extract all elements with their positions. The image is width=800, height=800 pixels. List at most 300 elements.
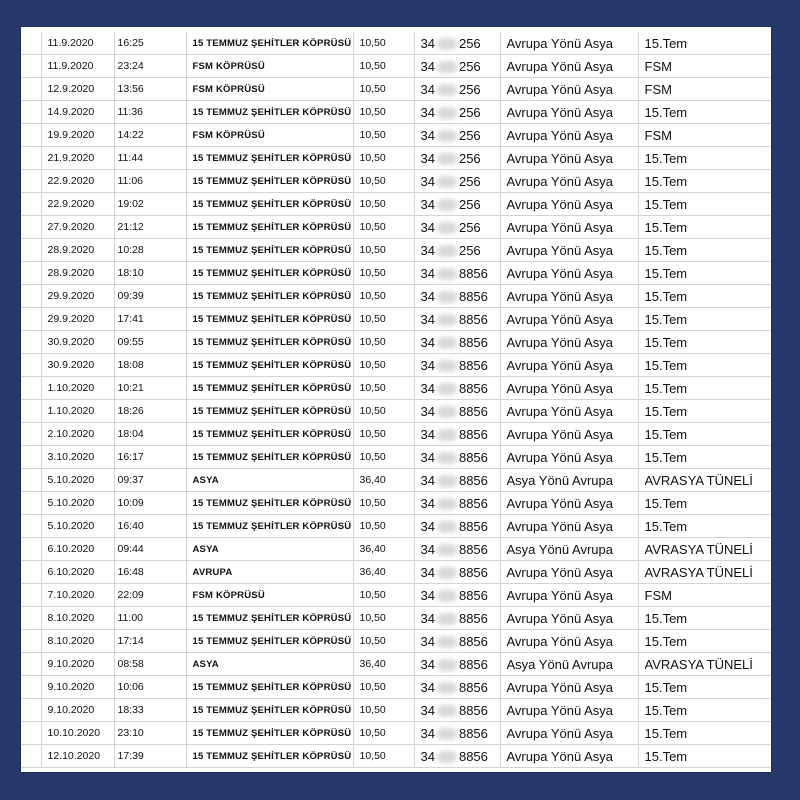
fee-cell: 10,50 bbox=[353, 147, 414, 170]
plate-suffix: 8856 bbox=[458, 311, 488, 327]
fee-cell: 36,40 bbox=[353, 653, 414, 676]
passage-point-cell: FSM bbox=[638, 124, 771, 147]
plate-cell bbox=[414, 423, 500, 446]
fee-cell: 10,50 bbox=[353, 354, 414, 377]
plate-cell bbox=[414, 561, 500, 584]
fee-cell: 10,50 bbox=[353, 699, 414, 722]
direction-cell: Avrupa Yönü Asya bbox=[500, 745, 638, 768]
redacted-plate-blur bbox=[437, 590, 457, 602]
plate-prefix: 34 bbox=[420, 449, 435, 465]
table-row bbox=[21, 630, 771, 653]
table-row bbox=[21, 216, 771, 239]
fee-cell: 10,50 bbox=[353, 400, 414, 423]
table-row bbox=[21, 124, 771, 147]
direction-cell: Asya Yönü Avrupa bbox=[500, 538, 638, 561]
location-cell: FSM KÖPRÜSÜ bbox=[186, 124, 353, 147]
table-row bbox=[21, 78, 771, 101]
plate-cell bbox=[414, 216, 500, 239]
plate-suffix: 8856 bbox=[458, 748, 488, 764]
plate-cell bbox=[414, 239, 500, 262]
direction-cell: Avrupa Yönü Asya bbox=[500, 308, 638, 331]
fee-cell: 10,50 bbox=[353, 285, 414, 308]
row-edge-cell bbox=[21, 538, 41, 561]
time-cell: 16:25 bbox=[114, 32, 186, 55]
row-edge-cell bbox=[21, 101, 41, 124]
row-edge-cell bbox=[21, 262, 41, 285]
date-cell: 22.9.2020 bbox=[41, 170, 114, 193]
redacted-plate-blur bbox=[437, 291, 457, 303]
location-cell: 15 TEMMUZ ŞEHİTLER KÖPRÜSÜ bbox=[186, 285, 353, 308]
direction-cell: Asya Yönü Avrupa bbox=[500, 653, 638, 676]
date-cell: 21.9.2020 bbox=[41, 147, 114, 170]
direction-cell: Avrupa Yönü Asya bbox=[500, 262, 638, 285]
location-cell: ASYA bbox=[186, 653, 353, 676]
plate-suffix: 8856 bbox=[458, 449, 488, 465]
date-cell: 12.10.2020 bbox=[41, 745, 114, 768]
redacted-plate-blur bbox=[437, 682, 457, 694]
plate-cell bbox=[414, 124, 500, 147]
passage-point-cell: AVRASYA TÜNELİ bbox=[638, 561, 771, 584]
location-cell: 15 TEMMUZ ŞEHİTLER KÖPRÜSÜ bbox=[186, 239, 353, 262]
fee-cell: 10,50 bbox=[353, 216, 414, 239]
date-cell: 29.9.2020 bbox=[41, 285, 114, 308]
date-cell: 9.10.2020 bbox=[41, 699, 114, 722]
passage-point-cell: AVRASYA TÜNELİ bbox=[638, 469, 771, 492]
fee-cell: 10,50 bbox=[353, 308, 414, 331]
table-row bbox=[21, 469, 771, 492]
plate-prefix: 34 bbox=[420, 219, 435, 235]
location-cell: 15 TEMMUZ ŞEHİTLER KÖPRÜSÜ bbox=[186, 676, 353, 699]
plate-cell bbox=[414, 101, 500, 124]
date-cell: 19.9.2020 bbox=[41, 124, 114, 147]
plate-prefix: 34 bbox=[420, 58, 435, 74]
row-edge-cell bbox=[21, 699, 41, 722]
fee-cell: 10,50 bbox=[353, 78, 414, 101]
redacted-plate-blur bbox=[437, 337, 457, 349]
table-row bbox=[21, 584, 771, 607]
date-cell: 5.10.2020 bbox=[41, 515, 114, 538]
plate-suffix: 8856 bbox=[458, 564, 488, 580]
time-cell: 09:39 bbox=[114, 285, 186, 308]
row-edge-cell bbox=[21, 400, 41, 423]
plate-cell bbox=[414, 377, 500, 400]
plate-prefix: 34 bbox=[420, 495, 435, 511]
table-row bbox=[21, 400, 771, 423]
plate-prefix: 34 bbox=[420, 587, 435, 603]
redacted-plate-blur bbox=[437, 751, 457, 763]
time-cell: 10:09 bbox=[114, 492, 186, 515]
document-frame bbox=[21, 27, 771, 772]
plate-suffix: 8856 bbox=[458, 725, 488, 741]
row-edge-cell bbox=[21, 676, 41, 699]
plate-suffix: 256 bbox=[458, 219, 481, 235]
plate-prefix: 34 bbox=[420, 725, 435, 741]
location-cell: 15 TEMMUZ ŞEHİTLER KÖPRÜSÜ bbox=[186, 492, 353, 515]
fee-cell: 10,50 bbox=[353, 492, 414, 515]
plate-prefix: 34 bbox=[420, 426, 435, 442]
location-cell: FSM KÖPRÜSÜ bbox=[186, 55, 353, 78]
row-edge-cell bbox=[21, 446, 41, 469]
plate-prefix: 34 bbox=[420, 357, 435, 373]
plate-suffix: 8856 bbox=[458, 357, 488, 373]
redacted-plate-blur bbox=[437, 84, 457, 96]
plate-cell bbox=[414, 722, 500, 745]
table-row bbox=[21, 308, 771, 331]
direction-cell: Avrupa Yönü Asya bbox=[500, 630, 638, 653]
date-cell: 1.10.2020 bbox=[41, 377, 114, 400]
redacted-plate-blur bbox=[437, 613, 457, 625]
fee-cell: 10,50 bbox=[353, 630, 414, 653]
direction-cell: Avrupa Yönü Asya bbox=[500, 78, 638, 101]
location-cell: 15 TEMMUZ ŞEHİTLER KÖPRÜSÜ bbox=[186, 607, 353, 630]
row-edge-cell bbox=[21, 216, 41, 239]
location-cell: 15 TEMMUZ ŞEHİTLER KÖPRÜSÜ bbox=[186, 745, 353, 768]
passage-point-cell: 15.Tem bbox=[638, 423, 771, 446]
passage-point-cell: 15.Tem bbox=[638, 400, 771, 423]
location-cell: 15 TEMMUZ ŞEHİTLER KÖPRÜSÜ bbox=[186, 630, 353, 653]
plate-suffix: 8856 bbox=[458, 334, 488, 350]
table-row bbox=[21, 239, 771, 262]
plate-prefix: 34 bbox=[420, 150, 435, 166]
direction-cell: Avrupa Yönü Asya bbox=[500, 239, 638, 262]
date-cell: 12.9.2020 bbox=[41, 78, 114, 101]
time-cell: 18:08 bbox=[114, 354, 186, 377]
plate-cell bbox=[414, 400, 500, 423]
row-edge-cell bbox=[21, 32, 41, 55]
table-row bbox=[21, 699, 771, 722]
fee-cell: 10,50 bbox=[353, 193, 414, 216]
table-row bbox=[21, 745, 771, 768]
time-cell: 21:12 bbox=[114, 216, 186, 239]
date-cell: 2.10.2020 bbox=[41, 423, 114, 446]
fee-cell: 36,40 bbox=[353, 538, 414, 561]
plate-suffix: 256 bbox=[458, 58, 481, 74]
plate-suffix: 8856 bbox=[458, 610, 488, 626]
plate-prefix: 34 bbox=[420, 748, 435, 764]
plate-prefix: 34 bbox=[420, 610, 435, 626]
plate-suffix: 8856 bbox=[458, 679, 488, 695]
plate-cell bbox=[414, 469, 500, 492]
direction-cell: Avrupa Yönü Asya bbox=[500, 676, 638, 699]
redacted-plate-blur bbox=[437, 245, 457, 257]
fee-cell: 10,50 bbox=[353, 262, 414, 285]
redacted-plate-blur bbox=[437, 636, 457, 648]
passage-point-cell: 15.Tem bbox=[638, 676, 771, 699]
plate-cell bbox=[414, 262, 500, 285]
plate-cell bbox=[414, 308, 500, 331]
redacted-plate-blur bbox=[437, 544, 457, 556]
time-cell: 11:36 bbox=[114, 101, 186, 124]
date-cell: 7.10.2020 bbox=[41, 584, 114, 607]
time-cell: 10:06 bbox=[114, 676, 186, 699]
location-cell: 15 TEMMUZ ŞEHİTLER KÖPRÜSÜ bbox=[186, 193, 353, 216]
date-cell: 28.9.2020 bbox=[41, 262, 114, 285]
time-cell: 13:56 bbox=[114, 78, 186, 101]
table-row bbox=[21, 492, 771, 515]
plate-suffix: 256 bbox=[458, 150, 481, 166]
fee-cell: 10,50 bbox=[353, 239, 414, 262]
passage-point-cell: FSM bbox=[638, 78, 771, 101]
passage-point-cell: 15.Tem bbox=[638, 446, 771, 469]
fee-cell: 10,50 bbox=[353, 584, 414, 607]
toll-passage-table bbox=[21, 32, 771, 768]
table-row bbox=[21, 446, 771, 469]
row-edge-cell bbox=[21, 78, 41, 101]
plate-suffix: 256 bbox=[458, 173, 481, 189]
passage-point-cell: AVRASYA TÜNELİ bbox=[638, 538, 771, 561]
redacted-plate-blur bbox=[437, 728, 457, 740]
plate-cell bbox=[414, 354, 500, 377]
plate-cell bbox=[414, 446, 500, 469]
redacted-plate-blur bbox=[437, 61, 457, 73]
plate-prefix: 34 bbox=[420, 311, 435, 327]
time-cell: 18:33 bbox=[114, 699, 186, 722]
date-cell: 28.9.2020 bbox=[41, 239, 114, 262]
passage-point-cell: 15.Tem bbox=[638, 722, 771, 745]
location-cell: 15 TEMMUZ ŞEHİTLER KÖPRÜSÜ bbox=[186, 400, 353, 423]
plate-prefix: 34 bbox=[420, 104, 435, 120]
time-cell: 11:00 bbox=[114, 607, 186, 630]
row-edge-cell bbox=[21, 515, 41, 538]
date-cell: 8.10.2020 bbox=[41, 607, 114, 630]
location-cell: FSM KÖPRÜSÜ bbox=[186, 78, 353, 101]
passage-point-cell: 15.Tem bbox=[638, 699, 771, 722]
plate-cell bbox=[414, 55, 500, 78]
fee-cell: 10,50 bbox=[353, 745, 414, 768]
direction-cell: Avrupa Yönü Asya bbox=[500, 423, 638, 446]
plate-suffix: 8856 bbox=[458, 288, 488, 304]
direction-cell: Avrupa Yönü Asya bbox=[500, 124, 638, 147]
table-row bbox=[21, 515, 771, 538]
plate-suffix: 256 bbox=[458, 104, 481, 120]
fee-cell: 10,50 bbox=[353, 55, 414, 78]
time-cell: 10:21 bbox=[114, 377, 186, 400]
redacted-plate-blur bbox=[437, 222, 457, 234]
direction-cell: Avrupa Yönü Asya bbox=[500, 55, 638, 78]
direction-cell: Avrupa Yönü Asya bbox=[500, 400, 638, 423]
direction-cell: Avrupa Yönü Asya bbox=[500, 331, 638, 354]
plate-suffix: 256 bbox=[458, 81, 481, 97]
fee-cell: 10,50 bbox=[353, 101, 414, 124]
table-row bbox=[21, 377, 771, 400]
plate-prefix: 34 bbox=[420, 656, 435, 672]
table-row bbox=[21, 538, 771, 561]
plate-prefix: 34 bbox=[420, 541, 435, 557]
time-cell: 19:02 bbox=[114, 193, 186, 216]
date-cell: 30.9.2020 bbox=[41, 354, 114, 377]
time-cell: 18:04 bbox=[114, 423, 186, 446]
location-cell: 15 TEMMUZ ŞEHİTLER KÖPRÜSÜ bbox=[186, 216, 353, 239]
plate-cell bbox=[414, 699, 500, 722]
direction-cell: Avrupa Yönü Asya bbox=[500, 216, 638, 239]
row-edge-cell bbox=[21, 285, 41, 308]
plate-suffix: 8856 bbox=[458, 403, 488, 419]
location-cell: 15 TEMMUZ ŞEHİTLER KÖPRÜSÜ bbox=[186, 170, 353, 193]
redacted-plate-blur bbox=[437, 567, 457, 579]
passage-point-cell: 15.Tem bbox=[638, 262, 771, 285]
time-cell: 09:55 bbox=[114, 331, 186, 354]
date-cell: 5.10.2020 bbox=[41, 492, 114, 515]
direction-cell: Avrupa Yönü Asya bbox=[500, 193, 638, 216]
plate-prefix: 34 bbox=[420, 173, 435, 189]
redacted-plate-blur bbox=[437, 406, 457, 418]
table-row bbox=[21, 170, 771, 193]
passage-point-cell: 15.Tem bbox=[638, 285, 771, 308]
table-row bbox=[21, 32, 771, 55]
table-row bbox=[21, 561, 771, 584]
time-cell: 23:10 bbox=[114, 722, 186, 745]
redacted-plate-blur bbox=[437, 521, 457, 533]
row-edge-cell bbox=[21, 584, 41, 607]
time-cell: 11:06 bbox=[114, 170, 186, 193]
time-cell: 17:39 bbox=[114, 745, 186, 768]
date-cell: 11.9.2020 bbox=[41, 55, 114, 78]
date-cell: 6.10.2020 bbox=[41, 538, 114, 561]
row-edge-cell bbox=[21, 239, 41, 262]
plate-suffix: 256 bbox=[458, 242, 481, 258]
fee-cell: 10,50 bbox=[353, 722, 414, 745]
plate-suffix: 8856 bbox=[458, 265, 488, 281]
location-cell: 15 TEMMUZ ŞEHİTLER KÖPRÜSÜ bbox=[186, 262, 353, 285]
fee-cell: 36,40 bbox=[353, 469, 414, 492]
redacted-plate-blur bbox=[437, 314, 457, 326]
direction-cell: Avrupa Yönü Asya bbox=[500, 607, 638, 630]
plate-cell bbox=[414, 515, 500, 538]
direction-cell: Avrupa Yönü Asya bbox=[500, 377, 638, 400]
plate-prefix: 34 bbox=[420, 288, 435, 304]
passage-point-cell: 15.Tem bbox=[638, 515, 771, 538]
location-cell: AVRUPA bbox=[186, 561, 353, 584]
location-cell: 15 TEMMUZ ŞEHİTLER KÖPRÜSÜ bbox=[186, 446, 353, 469]
date-cell: 27.9.2020 bbox=[41, 216, 114, 239]
plate-prefix: 34 bbox=[420, 679, 435, 695]
passage-point-cell: FSM bbox=[638, 55, 771, 78]
plate-suffix: 256 bbox=[458, 127, 481, 143]
passage-point-cell: 15.Tem bbox=[638, 170, 771, 193]
fee-cell: 10,50 bbox=[353, 124, 414, 147]
plate-cell bbox=[414, 653, 500, 676]
time-cell: 09:44 bbox=[114, 538, 186, 561]
passage-point-cell: FSM bbox=[638, 584, 771, 607]
redacted-plate-blur bbox=[437, 498, 457, 510]
location-cell: 15 TEMMUZ ŞEHİTLER KÖPRÜSÜ bbox=[186, 423, 353, 446]
date-cell: 29.9.2020 bbox=[41, 308, 114, 331]
plate-suffix: 8856 bbox=[458, 518, 488, 534]
time-cell: 08:58 bbox=[114, 653, 186, 676]
table-row bbox=[21, 423, 771, 446]
time-cell: 23:24 bbox=[114, 55, 186, 78]
location-cell: 15 TEMMUZ ŞEHİTLER KÖPRÜSÜ bbox=[186, 331, 353, 354]
location-cell: 15 TEMMUZ ŞEHİTLER KÖPRÜSÜ bbox=[186, 147, 353, 170]
fee-cell: 10,50 bbox=[353, 377, 414, 400]
passage-point-cell: 15.Tem bbox=[638, 101, 771, 124]
redacted-plate-blur bbox=[437, 452, 457, 464]
redacted-plate-blur bbox=[437, 429, 457, 441]
plate-prefix: 34 bbox=[420, 564, 435, 580]
plate-cell bbox=[414, 147, 500, 170]
fee-cell: 10,50 bbox=[353, 170, 414, 193]
table-row bbox=[21, 722, 771, 745]
table-row bbox=[21, 331, 771, 354]
table-row bbox=[21, 354, 771, 377]
redacted-plate-blur bbox=[437, 176, 457, 188]
passage-point-cell: 15.Tem bbox=[638, 147, 771, 170]
passage-point-cell: 15.Tem bbox=[638, 239, 771, 262]
location-cell: 15 TEMMUZ ŞEHİTLER KÖPRÜSÜ bbox=[186, 101, 353, 124]
time-cell: 11:44 bbox=[114, 147, 186, 170]
passage-point-cell: 15.Tem bbox=[638, 630, 771, 653]
date-cell: 14.9.2020 bbox=[41, 101, 114, 124]
date-cell: 22.9.2020 bbox=[41, 193, 114, 216]
passage-point-cell: 15.Tem bbox=[638, 745, 771, 768]
row-edge-cell bbox=[21, 55, 41, 78]
time-cell: 17:41 bbox=[114, 308, 186, 331]
redacted-plate-blur bbox=[437, 475, 457, 487]
fee-cell: 10,50 bbox=[353, 446, 414, 469]
passage-point-cell: AVRASYA TÜNELİ bbox=[638, 653, 771, 676]
time-cell: 16:17 bbox=[114, 446, 186, 469]
redacted-plate-blur bbox=[437, 383, 457, 395]
fee-cell: 36,40 bbox=[353, 561, 414, 584]
date-cell: 10.10.2020 bbox=[41, 722, 114, 745]
table-row bbox=[21, 262, 771, 285]
row-edge-cell bbox=[21, 630, 41, 653]
redacted-plate-blur bbox=[437, 199, 457, 211]
row-edge-cell bbox=[21, 354, 41, 377]
direction-cell: Asya Yönü Avrupa bbox=[500, 469, 638, 492]
passage-point-cell: 15.Tem bbox=[638, 492, 771, 515]
date-cell: 11.9.2020 bbox=[41, 32, 114, 55]
row-edge-cell bbox=[21, 722, 41, 745]
direction-cell: Avrupa Yönü Asya bbox=[500, 147, 638, 170]
passage-point-cell: 15.Tem bbox=[638, 193, 771, 216]
time-cell: 14:22 bbox=[114, 124, 186, 147]
row-edge-cell bbox=[21, 170, 41, 193]
time-cell: 16:48 bbox=[114, 561, 186, 584]
time-cell: 18:26 bbox=[114, 400, 186, 423]
redacted-plate-blur bbox=[437, 705, 457, 717]
direction-cell: Avrupa Yönü Asya bbox=[500, 699, 638, 722]
plate-cell bbox=[414, 193, 500, 216]
plate-prefix: 34 bbox=[420, 127, 435, 143]
passage-point-cell: 15.Tem bbox=[638, 607, 771, 630]
direction-cell: Avrupa Yönü Asya bbox=[500, 32, 638, 55]
row-edge-cell bbox=[21, 377, 41, 400]
redacted-plate-blur bbox=[437, 130, 457, 142]
location-cell: 15 TEMMUZ ŞEHİTLER KÖPRÜSÜ bbox=[186, 354, 353, 377]
time-cell: 18:10 bbox=[114, 262, 186, 285]
plate-prefix: 34 bbox=[420, 380, 435, 396]
date-cell: 9.10.2020 bbox=[41, 676, 114, 699]
location-cell: ASYA bbox=[186, 469, 353, 492]
redacted-plate-blur bbox=[437, 38, 457, 50]
direction-cell: Avrupa Yönü Asya bbox=[500, 170, 638, 193]
passage-point-cell: 15.Tem bbox=[638, 308, 771, 331]
location-cell: 15 TEMMUZ ŞEHİTLER KÖPRÜSÜ bbox=[186, 308, 353, 331]
redacted-plate-blur bbox=[437, 360, 457, 372]
fee-cell: 10,50 bbox=[353, 423, 414, 446]
date-cell: 9.10.2020 bbox=[41, 653, 114, 676]
plate-prefix: 34 bbox=[420, 81, 435, 97]
fee-cell: 10,50 bbox=[353, 515, 414, 538]
plate-prefix: 34 bbox=[420, 702, 435, 718]
plate-suffix: 8856 bbox=[458, 587, 488, 603]
date-cell: 3.10.2020 bbox=[41, 446, 114, 469]
row-edge-cell bbox=[21, 147, 41, 170]
table-body bbox=[21, 32, 771, 768]
direction-cell: Avrupa Yönü Asya bbox=[500, 354, 638, 377]
direction-cell: Avrupa Yönü Asya bbox=[500, 584, 638, 607]
